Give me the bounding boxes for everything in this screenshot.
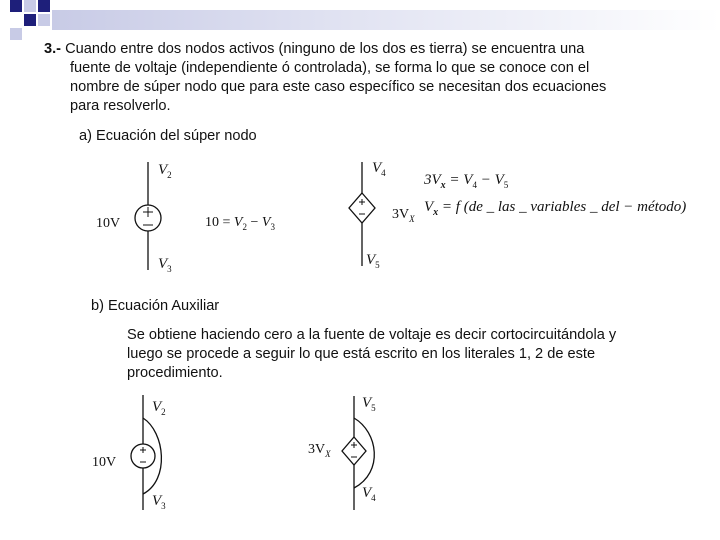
node-label-bottom: $V_3$	[158, 256, 172, 274]
node-label-bottom: $V_3$	[152, 493, 166, 511]
section-b-heading: b) Ecuación Auxiliar	[91, 298, 220, 314]
source-label: 10V	[96, 216, 121, 231]
equation-dependent: $3V_x = V_4 - V_5$	[424, 172, 509, 191]
equation-supernode: $10 = V_2 - V_3$	[205, 215, 275, 232]
problem-line: Cuando entre dos nodos activos (ninguno de los dos es tierra) se encuentra una	[65, 41, 585, 57]
description-line: luego se procede a seguir lo que está escrito en los literales 1, 2 de este	[127, 346, 596, 362]
node-label-top: $V_2$	[152, 399, 166, 417]
dependent-source-icon	[342, 437, 366, 465]
node-label-top: $V_2$	[158, 162, 172, 180]
dependent-source-label: $3V_X$	[392, 207, 415, 224]
section-a-heading: a) Ecuación del súper nodo	[79, 128, 257, 144]
short-circuit-wire	[143, 418, 161, 494]
dependent-source-label: $3V_X$	[308, 442, 331, 459]
problem-line: fuente de voltaje (independiente ó controlada), se forma lo que se conoce con el	[70, 60, 590, 76]
source-label: 10V	[92, 455, 117, 470]
dependent-source-icon	[349, 193, 375, 223]
description-line: Se obtiene haciendo cero a la fuente de voltaje es decir cortocircuitándola y	[127, 327, 617, 343]
problem-number: 3.-	[44, 41, 62, 57]
problem-line: nombre de súper nodo que para este caso específico se necesitan dos ecuaciones	[70, 79, 607, 95]
problem-line: para resolverlo.	[70, 98, 171, 114]
description-line: procedimiento.	[127, 365, 223, 381]
equation-control-variable: $V_x = f$ (de _ las _ variables _ del − método)	[424, 199, 687, 218]
circuit-a1	[135, 162, 161, 270]
circuit-a2	[349, 162, 375, 266]
node-label-bottom: $V_4$	[362, 485, 376, 503]
node-label-bottom: $V_5$	[366, 252, 380, 270]
node-label-top: $V_5$	[362, 395, 376, 413]
node-label-top: $V_4$	[372, 160, 386, 178]
